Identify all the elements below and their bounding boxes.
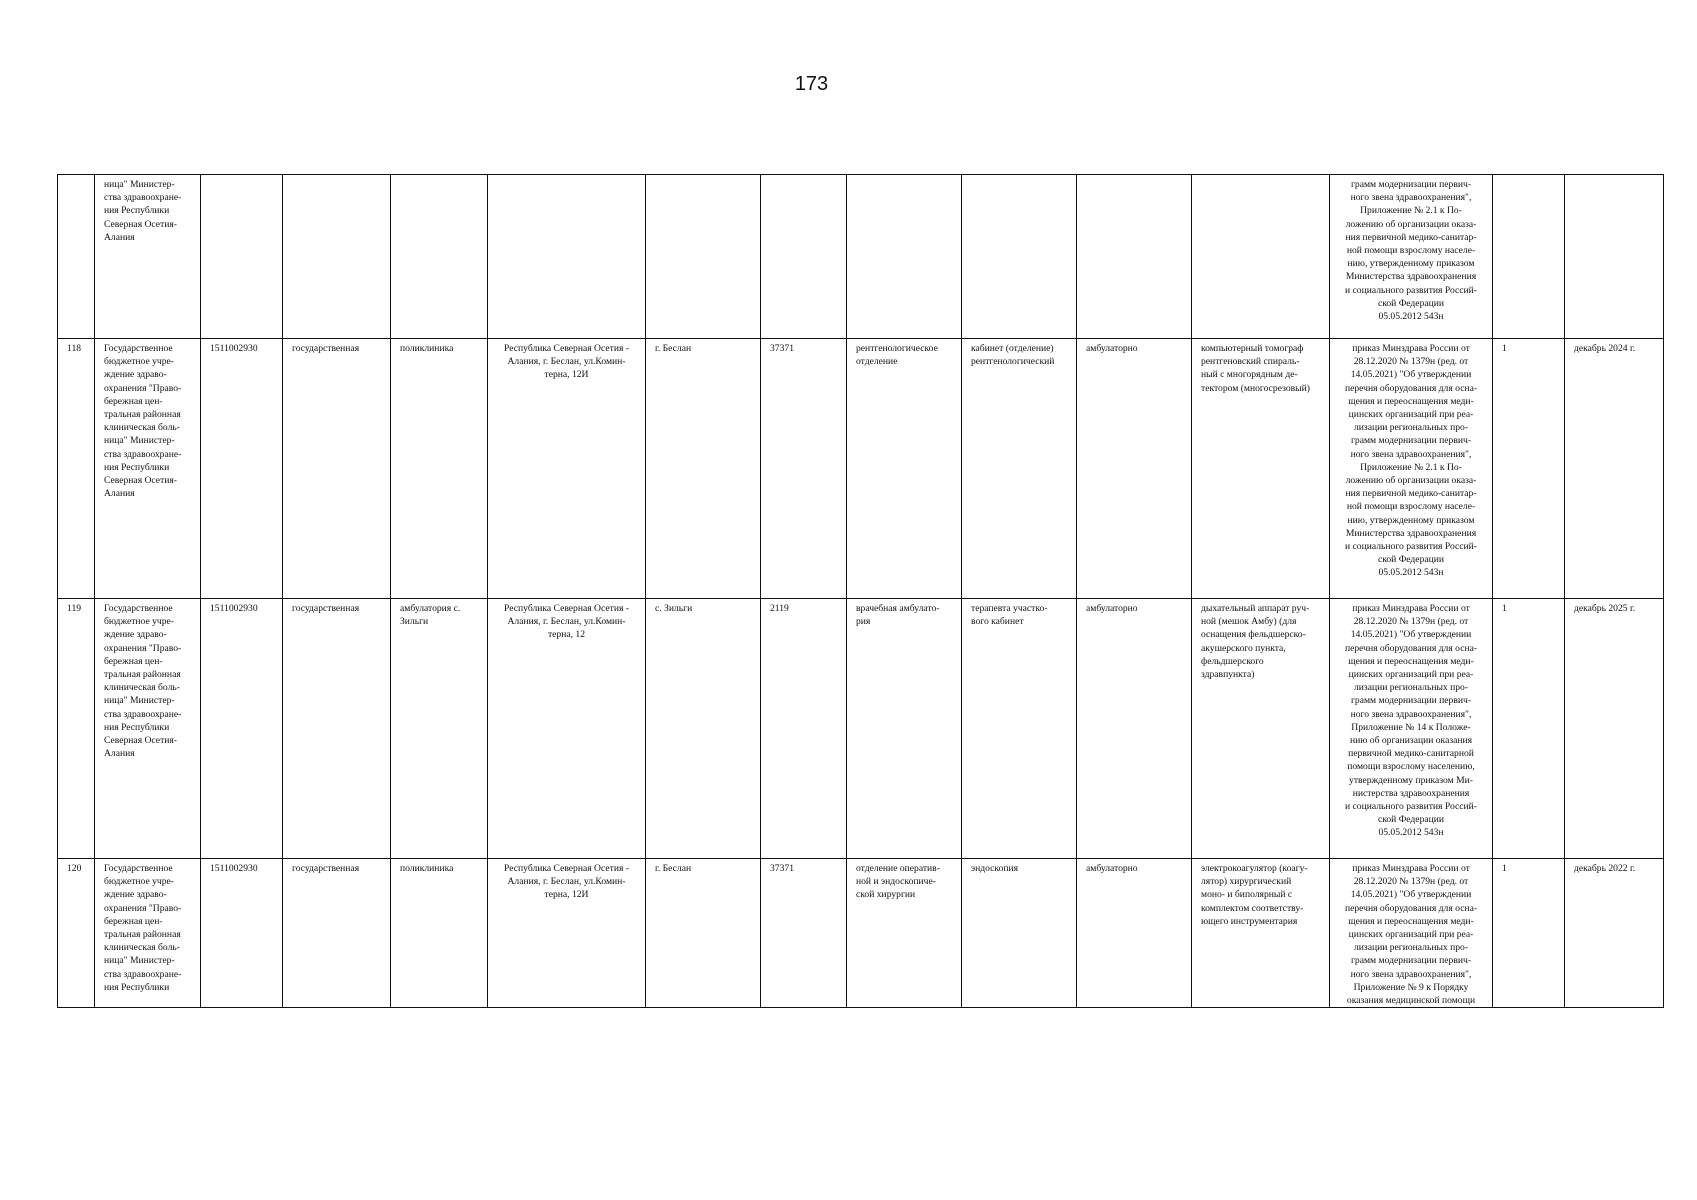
table-row: [58, 339, 1664, 599]
cell-row-number: [58, 175, 95, 339]
cell-row-number: 120: [58, 859, 95, 1008]
cell-quantity: 1: [1493, 339, 1565, 599]
cell-date: декабрь 2025 г.: [1565, 599, 1664, 859]
cell-date: [1565, 175, 1664, 339]
cell-row-number: 119: [58, 599, 95, 859]
cell-ownership: [283, 175, 391, 339]
table-row: [58, 599, 1664, 859]
cell-subdivision: поликлиника: [391, 339, 488, 599]
cell-address: Республика Северная Осетия - Алания, г. Беслан, ул.Комин- терна, 12: [488, 599, 646, 859]
cell-organization: Государственное бюджетное учре- ждение здраво- охранения "Право- бережная цен- тральная районная клиническая боль- ница" Министер- ства здравоохране- ния Республики Северная Осетия- Алания: [95, 339, 201, 599]
cell-address: Республика Северная Осетия - Алания, г. Беслан, ул.Комин- терна, 12И: [488, 339, 646, 599]
cell-room: кабинет (отделение) рентгенологический: [962, 339, 1077, 599]
cell-quantity: [1493, 175, 1565, 339]
cell-legal-basis: приказ Минздрава России от 28.12.2020 № 1379н (ред. от 14.05.2021) "Об утверждении перечня оборудования для осна- щения и переоснащения меди- цинских организаций при реа- лизации региональных про- грамм модернизации первич- ного звена здравоохранения", Приложение № 9 к Порядку оказания медицинской помощи: [1330, 859, 1493, 1008]
cell-subdivision: поликлиника: [391, 859, 488, 1008]
cell-date: декабрь 2022 г.: [1565, 859, 1664, 1008]
cell-organization: ница" Министер- ства здравоохране- ния Республики Северная Осетия- Алания: [95, 175, 201, 339]
cell-inn: [201, 175, 283, 339]
cell-care-form: амбулаторно: [1077, 339, 1192, 599]
cell-room: [962, 175, 1077, 339]
cell-inn: 1511002930: [201, 339, 283, 599]
cell-department: врачебная амбулато- рия: [847, 599, 962, 859]
cell-equipment: [1192, 175, 1330, 339]
cell-department: [847, 175, 962, 339]
cell-population: [761, 175, 847, 339]
cell-population: 2119: [761, 599, 847, 859]
cell-population: 37371: [761, 859, 847, 1008]
table-row: [58, 859, 1664, 1008]
cell-locality: г. Беслан: [646, 339, 761, 599]
table-row: [58, 175, 1664, 339]
cell-equipment: компьютерный томограф рентгеновский спираль- ный с многорядным де- тектором (многосрезовый): [1192, 339, 1330, 599]
cell-population: 37371: [761, 339, 847, 599]
cell-subdivision: [391, 175, 488, 339]
cell-care-form: амбулаторно: [1077, 859, 1192, 1008]
cell-row-number: 118: [58, 339, 95, 599]
cell-ownership: государственная: [283, 599, 391, 859]
cell-locality: г. Беслан: [646, 859, 761, 1008]
page-number: 173: [794, 73, 829, 95]
equipment-register-table: [57, 174, 1664, 1008]
cell-address: Республика Северная Осетия - Алания, г. Беслан, ул.Комин- терна, 12И: [488, 859, 646, 1008]
cell-address: [488, 175, 646, 339]
cell-quantity: 1: [1493, 599, 1565, 859]
cell-locality: с. Зильги: [646, 599, 761, 859]
cell-equipment: электрокоагулятор (коагу- лятор) хирургический моно- и биполярный с комплектом соответству- ющего инструментария: [1192, 859, 1330, 1008]
cell-equipment: дыхательный аппарат руч- ной (мешок Амбу) (для оснащения фельдшерско- акушерского пункта, фельдшерского здравпункта): [1192, 599, 1330, 859]
cell-date: декабрь 2024 г.: [1565, 339, 1664, 599]
cell-room: терапевта участко- вого кабинет: [962, 599, 1077, 859]
cell-legal-basis: приказ Минздрава России от 28.12.2020 № 1379н (ред. от 14.05.2021) "Об утверждении перечня оборудования для осна- щения и переоснащения меди- цинских организаций при реа- лизации региональных про- грамм модернизации первич- ного звена здравоохранения", Приложение № 2.1 к По- ложению об организации оказа- ния первичной медико-санитар- ной помощи взрослому населе- нию, утвержденному приказом Министерства здравоохранения и социального развития Россий- ской Федерации 05.05.2012 543н: [1330, 339, 1493, 599]
cell-care-form: амбулаторно: [1077, 599, 1192, 859]
cell-subdivision: амбулатория с. Зильги: [391, 599, 488, 859]
cell-organization: Государственное бюджетное учре- ждение здраво- охранения "Право- бережная цен- тральная районная клиническая боль- ница" Министер- ства здравоохране- ния Республики Северная Осетия- Алания: [95, 599, 201, 859]
cell-ownership: государственная: [283, 339, 391, 599]
cell-inn: 1511002930: [201, 859, 283, 1008]
cell-department: отделение оператив- ной и эндоскопиче- ской хирургии: [847, 859, 962, 1008]
cell-care-form: [1077, 175, 1192, 339]
cell-department: рентгенологическое отделение: [847, 339, 962, 599]
cell-inn: 1511002930: [201, 599, 283, 859]
cell-locality: [646, 175, 761, 339]
cell-legal-basis: приказ Минздрава России от 28.12.2020 № 1379н (ред. от 14.05.2021) "Об утверждении перечня оборудования для осна- щения и переоснащения меди- цинских организаций при реа- лизации региональных про- грамм модернизации первич- ного звена здравоохранения", Приложение № 14 к Положе- нию об организации оказания первичной медико-санитарной помощи взрослому населению, утвержденному приказом Ми- нистерства здравоохранения и социального развития Россий- ской Федерации 05.05.2012 543н: [1330, 599, 1493, 859]
cell-ownership: государственная: [283, 859, 391, 1008]
cell-organization: Государственное бюджетное учре- ждение здраво- охранения "Право- бережная цен- тральная районная клиническая боль- ница" Министер- ства здравоохране- ния Республики: [95, 859, 201, 1008]
cell-room: эндоскопия: [962, 859, 1077, 1008]
cell-legal-basis: грамм модернизации первич- ного звена здравоохранения", Приложение № 2.1 к По- ложению об организации оказа- ния первичной медико-санитар- ной помощи взрослому населе- нию, утвержденному приказом Министерства здравоохранения и социального развития Россий- ской Федерации 05.05.2012 543н: [1330, 175, 1493, 339]
cell-quantity: 1: [1493, 859, 1565, 1008]
